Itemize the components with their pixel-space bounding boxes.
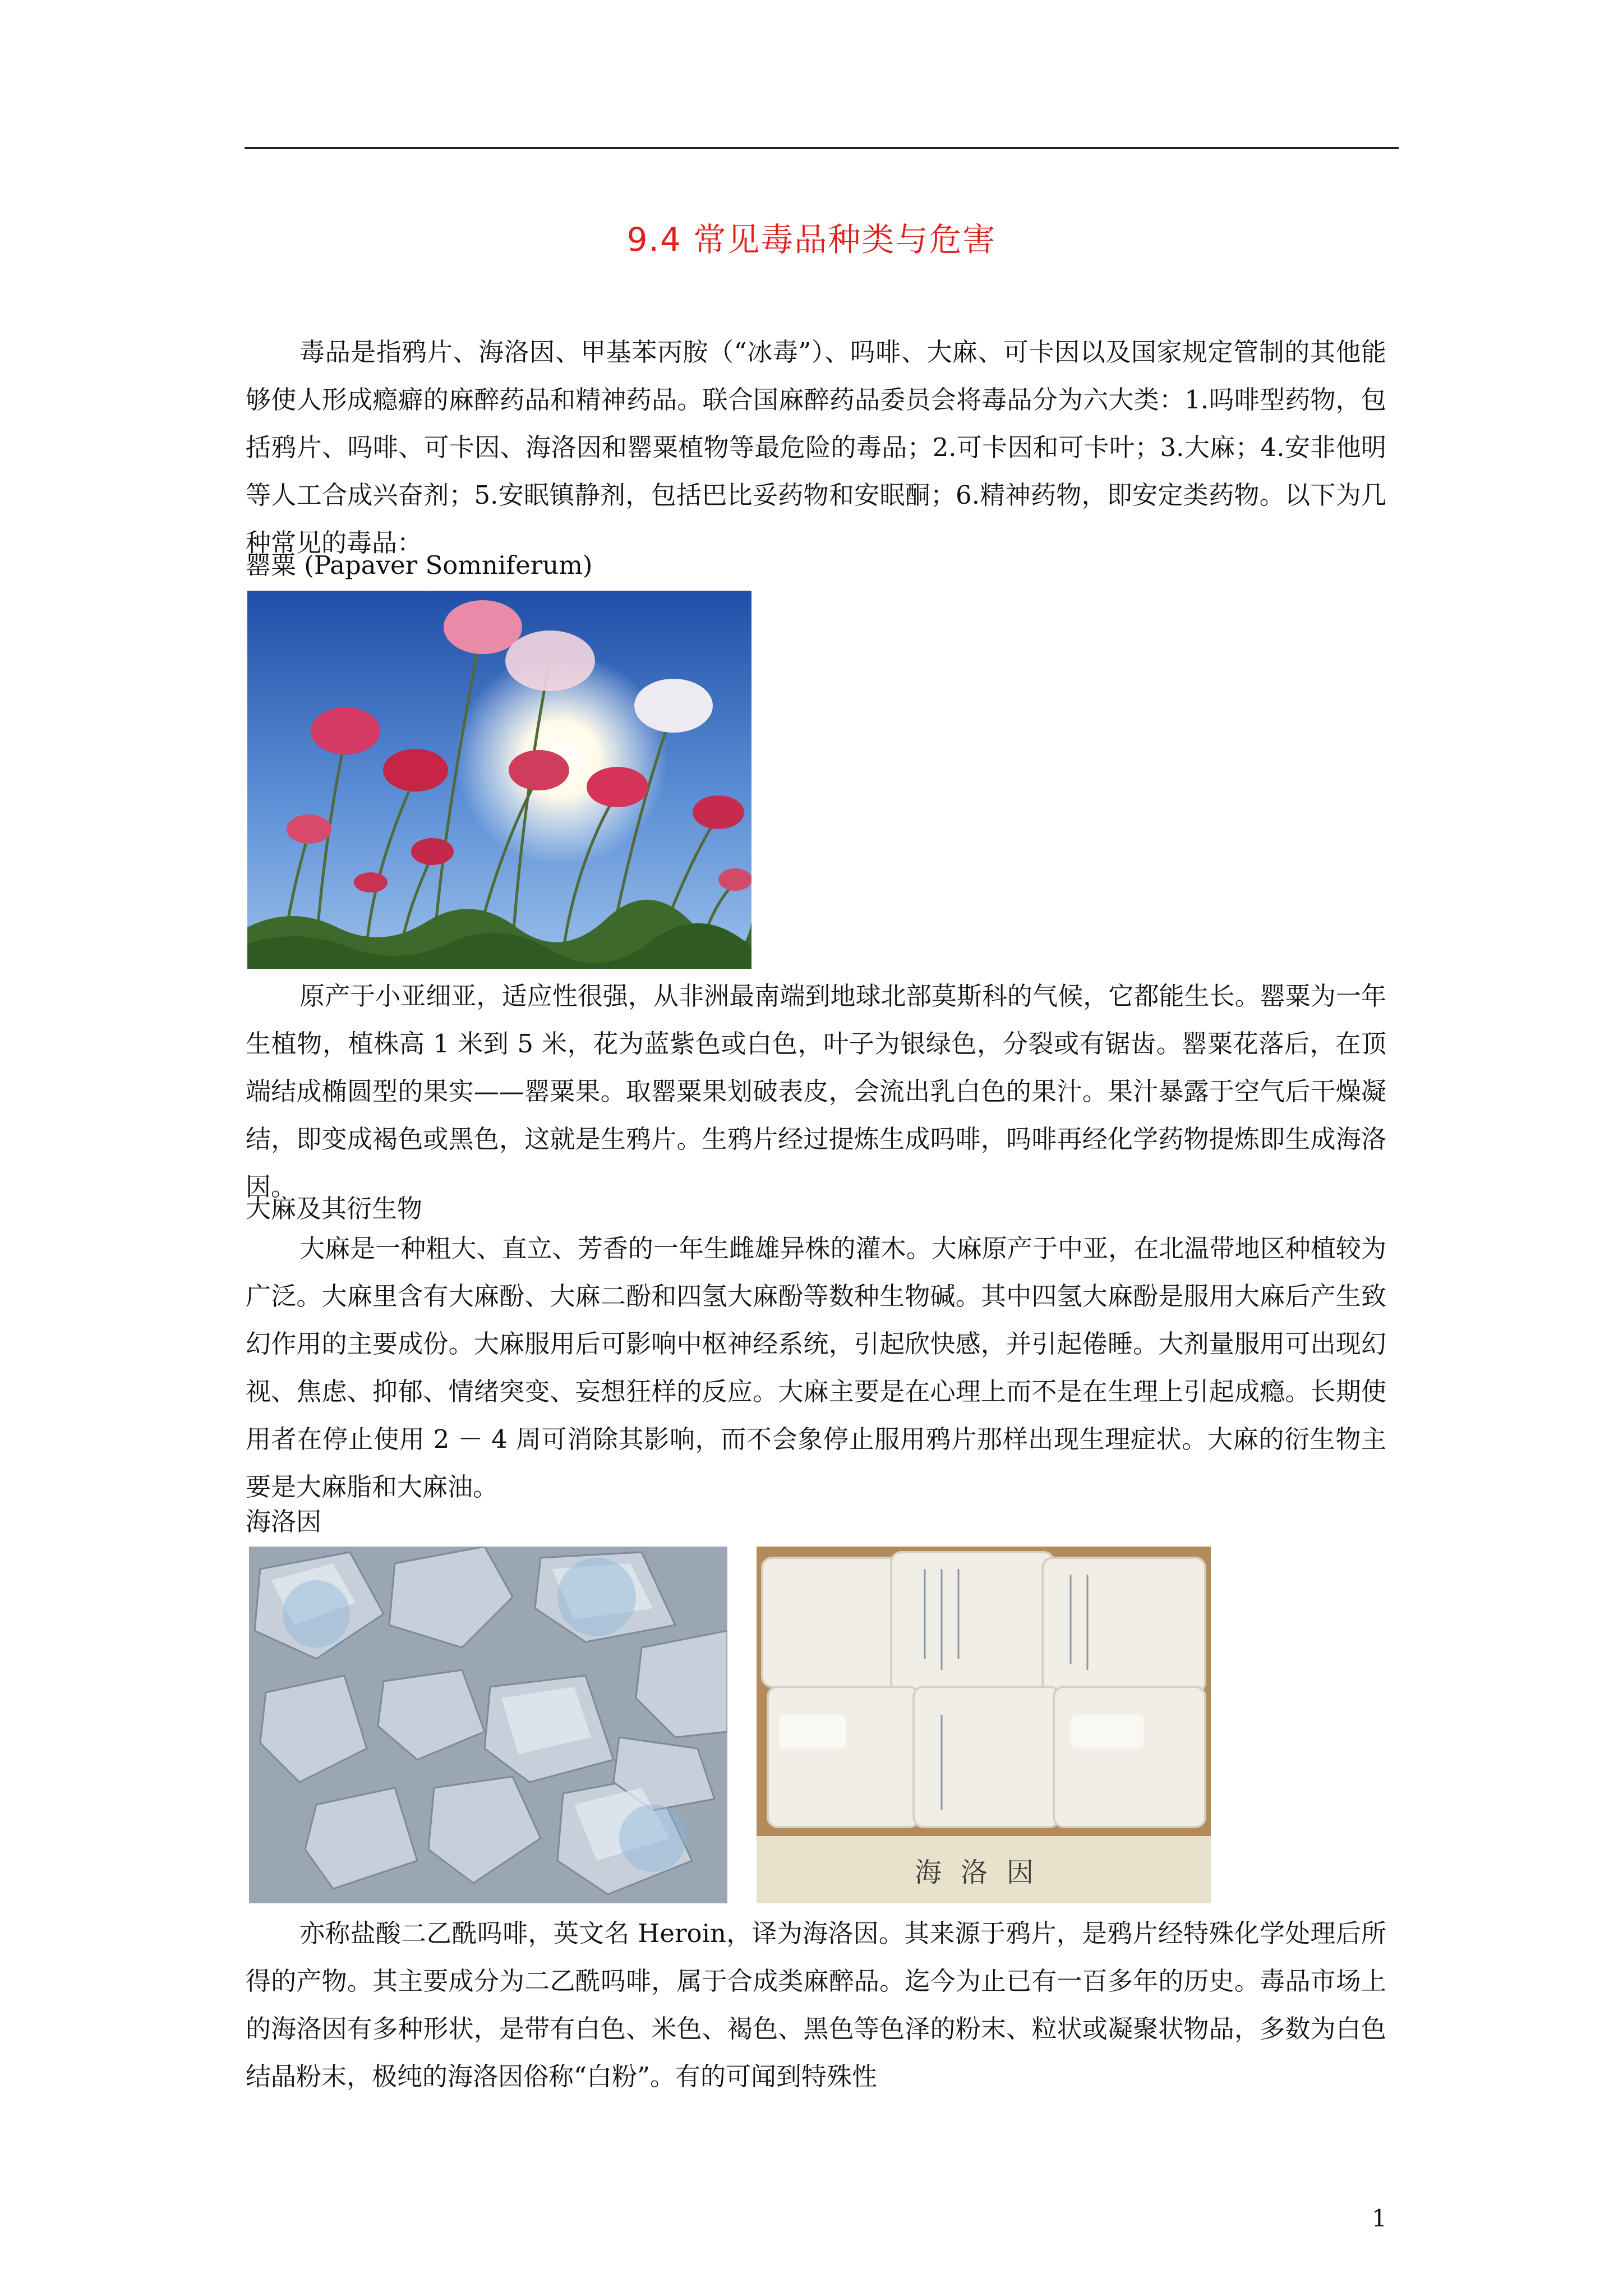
section-heading-cannabis: 大麻及其衍生物 [246,1194,423,1223]
page-number: 1 [1372,2205,1387,2232]
header-rule [245,147,1399,149]
poppy-photo [247,591,751,969]
cannabis-paragraph: 大麻是一种粗大、直立、芳香的一年生雌雄异株的灌木。大麻原产于中亚，在北温带地区种植较为广泛。大麻里含有大麻酚、大麻二酚和四氢大麻酚等数种生物碱。其中四氢大麻酚是服用大麻后产生致幻作用的主要成份。大麻服用后可影响中枢神经系统，引起欣快感，并引起倦睡。大剂量服用可出现幻视、焦虑、抑郁、情绪突变、妄想狂样的反应。大麻主要是在心理上而不是在生理上引起成瘾。长期使用者在停止使用 2 － 4 周可消除其影响，而不会象停止服用鸦片那样出现生理症状。大麻的衍生物主要是大麻脂和大麻油。 [246,1234,1386,1502]
section-heading-heroin: 海洛因 [246,1507,322,1536]
heroin-bags-photo [757,1547,1211,1903]
section-heading-poppy: 罂粟 (Papaver Somniferum) [246,550,593,580]
heroin-rocks-illustration [249,1547,727,1903]
heroin-photo-caption: 海洛因 [757,1836,1211,1903]
poppy-paragraph: 原产于小亚细亚，适应性很强，从非洲最南端到地球北部莫斯科的气候，它都能生长。罂粟为一年生植物，植株高 1 米到 5 米，花为蓝紫色或白色，叶子为银绿色，分裂或有锯齿。罂粟花落后，在顶端结成椭圆型的果实——罂粟果。取罂粟果划破表皮，会流出乳白色的果汁。果汁暴露于空气后干燥凝结，即变成褐色或黑色，这就是生鸦片。生鸦片经过提炼生成吗啡，吗啡再经化学药物提炼即生成海洛因。 [246,981,1386,1202]
intro-paragraph: 毒品是指鸦片、海洛因、甲基苯丙胺（“冰毒”）、吗啡、大麻、可卡因以及国家规定管制的其他能够使人形成瘾癖的麻醉药品和精神药品。联合国麻醉药品委员会将毒品分为六大类：1.吗啡型药物，包括鸦片、吗啡、可卡因、海洛因和罂粟植物等最危险的毒品；2.可卡因和可卡叶；3.大麻；4.安非他明等人工合成兴奋剂；5.安眠镇静剂，包括巴比妥药物和安眠酮；6.精神药物，即安定类药物。以下为几种常见的毒品： [246,337,1386,558]
page-title: 9.4 常见毒品种类与危害 [626,220,997,259]
poppy-photo-illustration [247,591,751,969]
heroin-paragraph: 亦称盐酸二乙酰吗啡，英文名 Heroin，译为海洛因。其来源于鸦片，是鸦片经特殊化学处理后所得的产物。其主要成分为二乙酰吗啡，属于合成类麻醉品。迄今为止已有一百多年的历史。毒品市场上的海洛因有多种形状，是带有白色、米色、褐色、黑色等色泽的粉末、粒状或凝聚状物品，多数为白色结晶粉末，极纯的海洛因俗称“白粉”。有的可闻到特殊性 [246,1918,1386,2091]
heroin-rocks-photo [249,1547,727,1903]
